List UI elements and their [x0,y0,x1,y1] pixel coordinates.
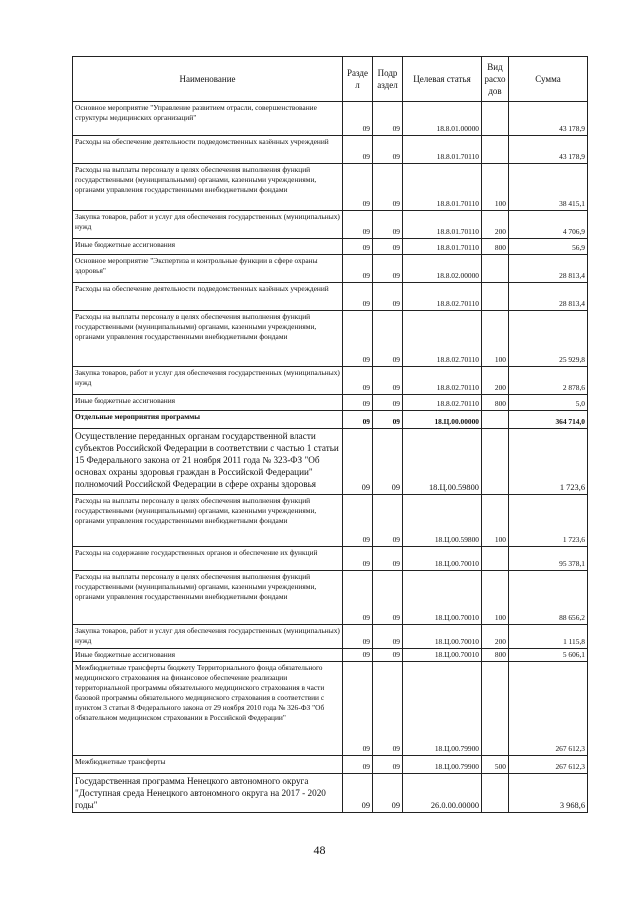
cell-name: Основное мероприятие "Экспертиза и контрольные функции в сфере охраны здоровья" [73,255,343,283]
cell-razdel: 09 [343,283,373,311]
cell-target: 18.Ц.00.79900 [403,662,482,756]
cell-razdel: 09 [343,367,373,395]
cell-sum: 38 415,1 [509,164,588,211]
cell-name: Расходы на выплаты персоналу в целях обеспечения выполнения функций государственными (муниципальными) органами, казенными учреждениями, органами управления государственными внебюджетными фондами [73,571,343,625]
table-row [73,571,588,625]
cell-target: 18.8.02.70110 [403,395,482,411]
cell-vid: 100 [482,495,509,547]
cell-sum: 25 929,8 [509,311,588,367]
table-row [73,662,588,756]
cell-target: 18.Ц.00.59800 [403,429,482,495]
cell-podrazdel: 09 [373,367,403,395]
cell-razdel: 09 [343,136,373,164]
cell-vid [482,662,509,756]
cell-target: 18.Ц.00.79900 [403,756,482,774]
cell-podrazdel: 09 [373,164,403,211]
cell-target: 18.Ц.00.00000 [403,411,482,429]
cell-name: Отдельные мероприятия программы [73,411,343,429]
table-row [73,311,588,367]
cell-sum: 2 878,6 [509,367,588,395]
cell-target: 18.Ц.00.70010 [403,571,482,625]
cell-podrazdel: 09 [373,571,403,625]
cell-name: Межбюджетные трансферты бюджету Территориального фонда обязательного медицинского страхования на финансовое обеспечение реализации территориальной программы обязательного медицинского страхования в части базовой программы обязательного медицинского страхования в соответствии с пунктом 3 статьи 8 Федерального закона от 29 ноября 2010 года № 326-ФЗ "Об обязательном медицинском страховании в Российской Федерации" [73,662,343,756]
cell-target: 18.8.02.70110 [403,367,482,395]
cell-vid: 100 [482,164,509,211]
cell-target: 18.8.01.70110 [403,211,482,239]
cell-target: 26.0.00.00000 [403,774,482,813]
cell-vid: 200 [482,625,509,649]
cell-vid: 500 [482,756,509,774]
table-row [73,239,588,255]
table-row [73,367,588,395]
cell-razdel: 09 [343,411,373,429]
cell-vid [482,774,509,813]
cell-sum: 95 378,1 [509,547,588,571]
cell-target: 18.8.02.70110 [403,311,482,367]
header-razdel: Разде л [343,57,373,102]
cell-name: Расходы на выплаты персоналу в целях обеспечения выполнения функций государственными (муниципальными) органами, казенными учреждениями, органами управления государственными внебюджетными фондами [73,495,343,547]
cell-razdel: 09 [343,625,373,649]
cell-target: 18.8.02.00000 [403,255,482,283]
cell-name: Иные бюджетные ассигнования [73,395,343,411]
cell-razdel: 09 [343,211,373,239]
cell-podrazdel: 09 [373,211,403,239]
cell-name: Иные бюджетные ассигнования [73,239,343,255]
cell-razdel: 09 [343,102,373,136]
cell-podrazdel: 09 [373,429,403,495]
table-row [73,774,588,813]
cell-razdel: 09 [343,239,373,255]
cell-podrazdel: 09 [373,495,403,547]
cell-target: 18.Ц.00.70010 [403,625,482,649]
cell-razdel: 09 [343,662,373,756]
cell-vid [482,102,509,136]
table-row [73,255,588,283]
cell-sum: 28 813,4 [509,283,588,311]
cell-podrazdel: 09 [373,311,403,367]
cell-podrazdel: 09 [373,756,403,774]
table-row [73,756,588,774]
cell-razdel: 09 [343,429,373,495]
cell-name: Расходы на выплаты персоналу в целях обеспечения выполнения функций государственными (муниципальными) органами, казенными учреждениями, органами управления государственными внебюджетными фондами [73,164,343,211]
table-row [73,211,588,239]
cell-vid: 100 [482,571,509,625]
cell-razdel: 09 [343,495,373,547]
header-target: Целевая статья [403,57,482,102]
cell-razdel: 09 [343,255,373,283]
cell-sum: 43 178,9 [509,136,588,164]
cell-razdel: 09 [343,756,373,774]
cell-name: Закупка товаров, работ и услуг для обеспечения государственных (муниципальных) нужд [73,367,343,395]
cell-podrazdel: 09 [373,395,403,411]
cell-razdel: 09 [343,547,373,571]
table-row [73,649,588,662]
table-row [73,495,588,547]
cell-target: 18.8.01.00000 [403,102,482,136]
cell-razdel: 09 [343,774,373,813]
table-row [73,164,588,211]
table-row [73,411,588,429]
cell-vid [482,429,509,495]
cell-sum: 364 714,0 [509,411,588,429]
cell-razdel: 09 [343,311,373,367]
table-row [73,625,588,649]
cell-vid: 800 [482,239,509,255]
table-row [73,102,588,136]
cell-name: Расходы на обеспечение деятельности подведомственных казённых учреждений [73,283,343,311]
cell-name: Закупка товаров, работ и услуг для обеспечения государственных (муниципальных) нужд [73,625,343,649]
cell-razdel: 09 [343,571,373,625]
cell-sum: 43 178,9 [509,102,588,136]
cell-sum: 4 706,9 [509,211,588,239]
cell-vid [482,411,509,429]
cell-vid [482,255,509,283]
cell-vid [482,547,509,571]
cell-vid: 800 [482,649,509,662]
cell-podrazdel: 09 [373,547,403,571]
cell-name: Иные бюджетные ассигнования [73,649,343,662]
table-row [73,547,588,571]
cell-podrazdel: 09 [373,411,403,429]
cell-podrazdel: 09 [373,136,403,164]
cell-name: Государственная программа Ненецкого автономного округа "Доступная среда Ненецкого автономного округа на 2017 - 2020 годы" [73,774,343,813]
cell-target: 18.8.01.70110 [403,239,482,255]
table-row [73,136,588,164]
header-name: Наименование [73,57,343,102]
header-vid: Вид расхо дов [482,57,509,102]
cell-sum: 5,0 [509,395,588,411]
cell-podrazdel: 09 [373,239,403,255]
cell-sum: 5 606,1 [509,649,588,662]
cell-podrazdel: 09 [373,625,403,649]
cell-podrazdel: 09 [373,102,403,136]
table-header-row [73,57,588,102]
cell-sum: 3 968,6 [509,774,588,813]
cell-vid: 800 [482,395,509,411]
header-sum: Сумма [509,57,588,102]
cell-target: 18.Ц.00.70010 [403,649,482,662]
cell-sum: 1 115,8 [509,625,588,649]
cell-target: 18.8.01.70110 [403,164,482,211]
cell-target: 18.8.02.70110 [403,283,482,311]
cell-vid: 200 [482,211,509,239]
cell-vid: 100 [482,311,509,367]
table-row [73,429,588,495]
cell-podrazdel: 09 [373,649,403,662]
budget-table [72,56,588,813]
cell-sum: 28 813,4 [509,255,588,283]
cell-target: 18.Ц.00.70010 [403,547,482,571]
table-row [73,283,588,311]
cell-vid [482,136,509,164]
cell-name: Основное мероприятие "Управление развитием отрасли, совершенствование структуры медицинских организаций" [73,102,343,136]
cell-sum: 1 723,6 [509,429,588,495]
cell-razdel: 09 [343,164,373,211]
cell-target: 18.Ц.00.59800 [403,495,482,547]
cell-name: Расходы на выплаты персоналу в целях обеспечения выполнения функций государственными (муниципальными) органами, казенными учреждениями, органами управления государственными внебюджетными фондами [73,311,343,367]
cell-sum: 267 612,3 [509,756,588,774]
cell-vid: 200 [482,367,509,395]
cell-target: 18.8.01.70110 [403,136,482,164]
cell-name: Межбюджетные трансферты [73,756,343,774]
cell-name: Расходы на содержание государственных органов и обеспечение их функций [73,547,343,571]
cell-vid [482,283,509,311]
cell-sum: 88 656,2 [509,571,588,625]
cell-name: Расходы на обеспечение деятельности подведомственных казённых учреждений [73,136,343,164]
cell-sum: 1 723,6 [509,495,588,547]
table-row [73,395,588,411]
cell-razdel: 09 [343,395,373,411]
cell-podrazdel: 09 [373,774,403,813]
table-body [73,102,588,813]
cell-podrazdel: 09 [373,255,403,283]
cell-name: Осуществление переданных органам государственной власти субъектов Российской Федерации в соответствии с частью 1 статьи 15 Федерального закона от 21 ноября 2011 года № 323-ФЗ "Об основах охраны здоровья граждан в Российской Федерации" полномочий Российской Федерации в сфере охраны здоровья [73,429,343,495]
cell-name: Закупка товаров, работ и услуг для обеспечения государственных (муниципальных) нужд [73,211,343,239]
cell-podrazdel: 09 [373,283,403,311]
page-number: 48 [313,843,326,857]
cell-razdel: 09 [343,649,373,662]
cell-sum: 56,9 [509,239,588,255]
header-podrazdel: Подр аздел [373,57,403,102]
cell-podrazdel: 09 [373,662,403,756]
cell-sum: 267 612,3 [509,662,588,756]
